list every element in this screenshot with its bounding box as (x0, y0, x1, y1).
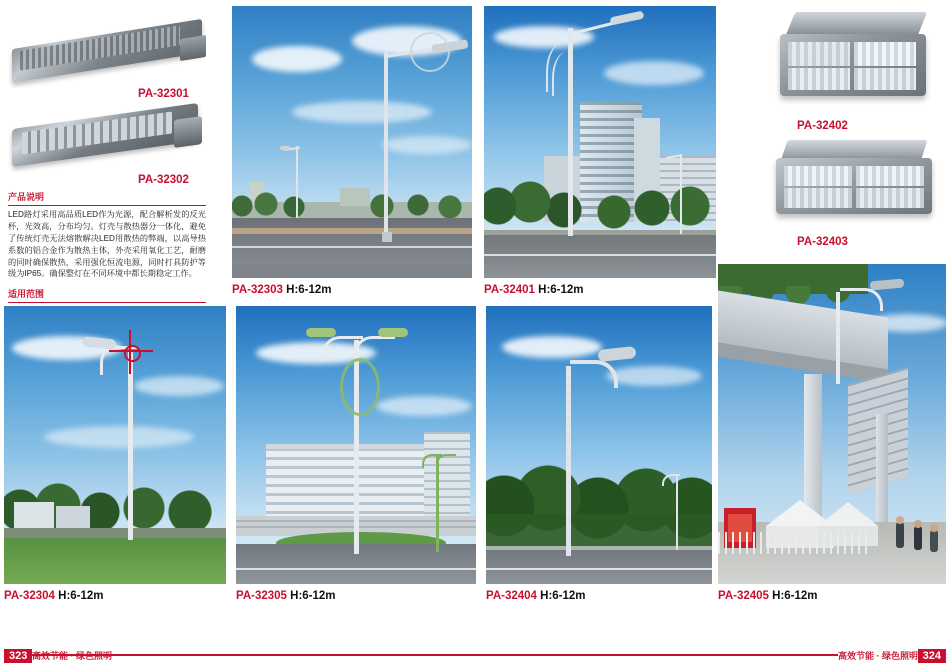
photo-pa32405 (718, 264, 946, 584)
info-title-1: 产品说明 (8, 192, 45, 202)
caption-pa32305: PA-32305 H:6-12m (236, 590, 336, 602)
info-body-1: LED路灯采用高品质LED作为光源，配合解析发的反光杯，光效高，分布均匀。灯壳与散热器分一体化，避免了传统灯壳无法熔散解决LED用散热的弊端，以高导热系数的铝合金作为散热主体，外壳采用氧化工艺，耐磨的同时确保散热，采用强化恒流电源，同时打具防护等级为IP65。确保整灯在不同环境中都长期稳定工作。 (8, 210, 206, 279)
product-render-pa32403 (770, 136, 946, 240)
product-render-pa32302 (8, 100, 213, 175)
product-render-pa32402 (770, 6, 946, 114)
caption-pa32404: PA-32404 H:6-12m (486, 590, 586, 602)
photo-pa32305 (236, 306, 476, 584)
footer-text-left: 高效节能 · 绿色照明 (32, 651, 112, 661)
product-render-pa32301 (8, 8, 213, 88)
divider (8, 302, 206, 303)
caption-pa32302: PA-32302 (138, 174, 189, 186)
footer-text-right: 高效节能 · 绿色照明 (838, 651, 918, 661)
info-title-2: 适用范围 (8, 289, 45, 300)
caption-pa32402: PA-32402 (797, 120, 848, 132)
photo-pa32401 (484, 6, 716, 278)
divider (8, 205, 206, 206)
page-footer (0, 644, 950, 666)
page-number-right: 324 (918, 649, 946, 663)
page-number-left: 323 (4, 649, 32, 663)
caption-pa32405: PA-32405 H:6-12m (718, 590, 818, 602)
photo-pa32304 (4, 306, 226, 584)
caption-pa32301: PA-32301 (138, 88, 189, 100)
caption-pa32401: PA-32401 H:6-12m (484, 284, 584, 296)
caption-pa32303: PA-32303 H:6-12m (232, 284, 332, 296)
photo-pa32303 (232, 6, 472, 278)
photo-pa32404 (486, 306, 712, 584)
caption-pa32304: PA-32304 H:6-12m (4, 590, 104, 602)
caption-pa32403: PA-32403 (797, 236, 848, 248)
